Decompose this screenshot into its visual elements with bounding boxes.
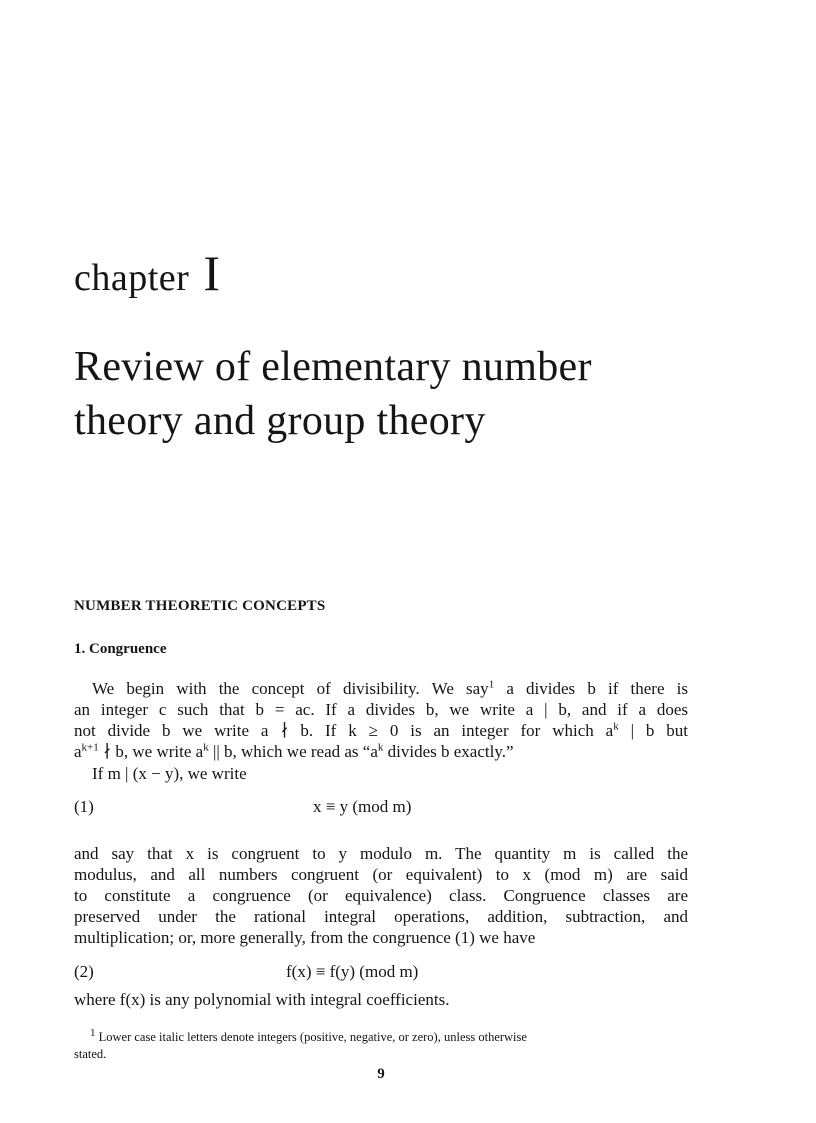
chapter-word: chapter bbox=[74, 257, 190, 299]
paragraph-line: to constitute a congruence (or equivalence) class. Congruence classes are bbox=[74, 886, 688, 905]
paragraph-line: where f(x) is any polynomial with integral coefficients. bbox=[74, 990, 450, 1009]
equation-1 bbox=[74, 797, 688, 821]
text-run: || b, which we read as “a bbox=[208, 742, 378, 761]
paragraph-line bbox=[74, 741, 688, 762]
footnote-ref: 1 bbox=[488, 678, 495, 691]
superscript: k bbox=[377, 741, 384, 754]
chapter-label bbox=[74, 245, 221, 301]
superscript: k bbox=[613, 720, 619, 733]
paragraph-line: preserved under the rational integral operations, addition, subtraction, and bbox=[74, 907, 688, 926]
paragraph-line bbox=[74, 678, 688, 699]
text-run: ∤ b, we write a bbox=[98, 742, 204, 761]
superscript: k bbox=[203, 741, 209, 754]
chapter-title-line-2: theory and group theory bbox=[74, 398, 486, 444]
text-run: not divide b we write a ∤ b. If k ≥ 0 is an integer for which a bbox=[74, 721, 614, 740]
paragraph-divisibility bbox=[74, 678, 688, 762]
book-page bbox=[74, 0, 688, 1123]
text-run: a bbox=[74, 742, 82, 761]
chapter-title-line-1: Review of elementary number bbox=[74, 344, 592, 390]
section-heading: NUMBER THEORETIC CONCEPTS bbox=[74, 598, 326, 614]
equation-2 bbox=[74, 962, 688, 986]
footnote-marker: 1 bbox=[90, 1026, 96, 1039]
footnote-line: stated. bbox=[74, 1047, 107, 1061]
paragraph-line: and say that x is congruent to y modulo m. The quantity m is called the bbox=[74, 844, 688, 863]
superscript: k+1 bbox=[81, 741, 99, 754]
equation-number: (2) bbox=[74, 962, 94, 981]
paragraph-line: If m | (x − y), we write bbox=[92, 764, 247, 783]
chapter-number: I bbox=[203, 245, 221, 301]
footnote bbox=[74, 1026, 688, 1063]
equation-number: (1) bbox=[74, 797, 94, 816]
paragraph-polynomial bbox=[74, 989, 688, 1010]
paragraph-line: an integer c such that b = ac. If a divides b, we write a | b, and if a does bbox=[74, 700, 688, 719]
text-run: Lower case italic letters denote integers (positive, negative, or zero), unless otherwise bbox=[95, 1030, 527, 1044]
paragraph-line: modulus, and all numbers congruent (or equivalent) to x (mod m) are said bbox=[74, 865, 688, 884]
paragraph-congruence bbox=[74, 843, 688, 948]
paragraph-line bbox=[74, 720, 688, 741]
page-number: 9 bbox=[377, 1066, 385, 1082]
text-run: a divides b if there is bbox=[494, 679, 688, 698]
equation-expression: x ≡ y (mod m) bbox=[313, 797, 412, 816]
chapter-title bbox=[74, 340, 688, 448]
text-run: divides b exactly.” bbox=[383, 742, 514, 761]
footnote-line bbox=[74, 1026, 688, 1046]
equation-expression: f(x) ≡ f(y) (mod m) bbox=[286, 962, 419, 981]
subsection-heading: 1. Congruence bbox=[74, 641, 167, 657]
text-run: We begin with the concept of divisibility. We say bbox=[92, 679, 489, 698]
paragraph-if-line bbox=[92, 763, 706, 784]
text-run: | b but bbox=[618, 721, 688, 740]
paragraph-line: multiplication; or, more generally, from the congruence (1) we have bbox=[74, 928, 536, 947]
